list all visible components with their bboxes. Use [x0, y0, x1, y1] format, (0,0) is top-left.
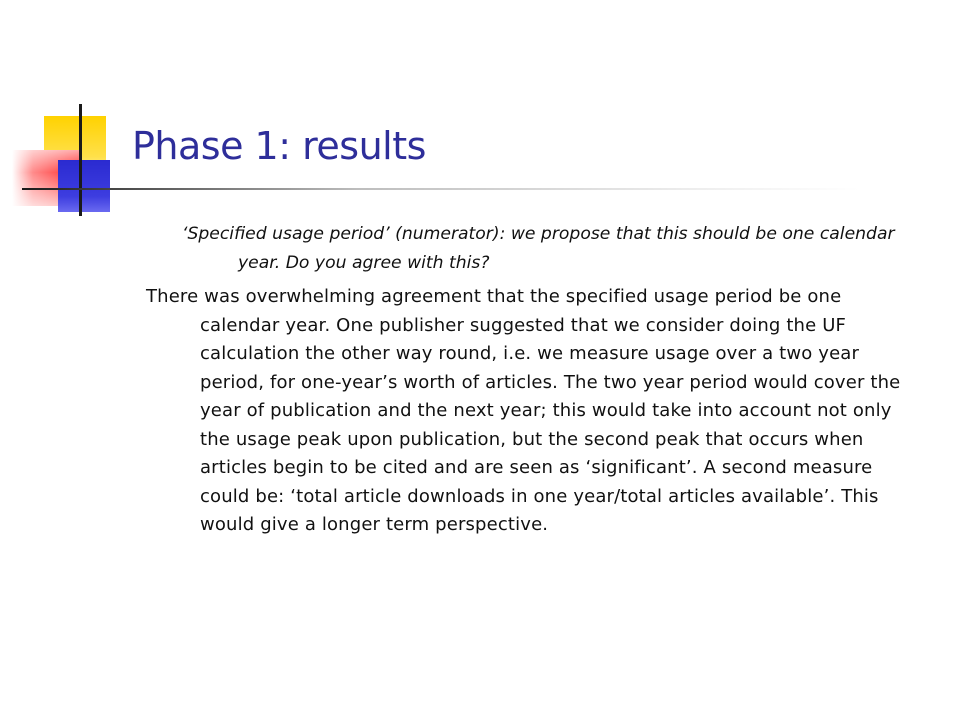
answer-text: There was overwhelming agreement that the specified usage period be one calendar year. One publisher suggested that we consider doing the UF calculation the other way round, i.e. we measure usage over a two year period, for one-year’s worth of articles. The two year period would cover the year of publication and the next year; this would take into account not only the usage peak upon publication, but the second peak that occurs when articles begin to be cited and are seen as ‘significant’. A second measure could be: ‘total article downloads in one year/total articles available’. This would give a longer term perspective. [146, 286, 901, 535]
question-text: ‘Specified usage period’ (numerator): we propose that this should be one calendar year. Do you agree with this? [182, 224, 895, 273]
red-square-highlight [12, 150, 82, 206]
yellow-square-decoration [44, 116, 106, 174]
horizontal-rule [22, 188, 860, 190]
red-square-decoration [12, 150, 82, 206]
slide-title: Phase 1: results [132, 124, 426, 168]
vertical-rule [79, 104, 82, 216]
slide-body [146, 220, 926, 545]
blue-square-decoration [58, 160, 110, 212]
